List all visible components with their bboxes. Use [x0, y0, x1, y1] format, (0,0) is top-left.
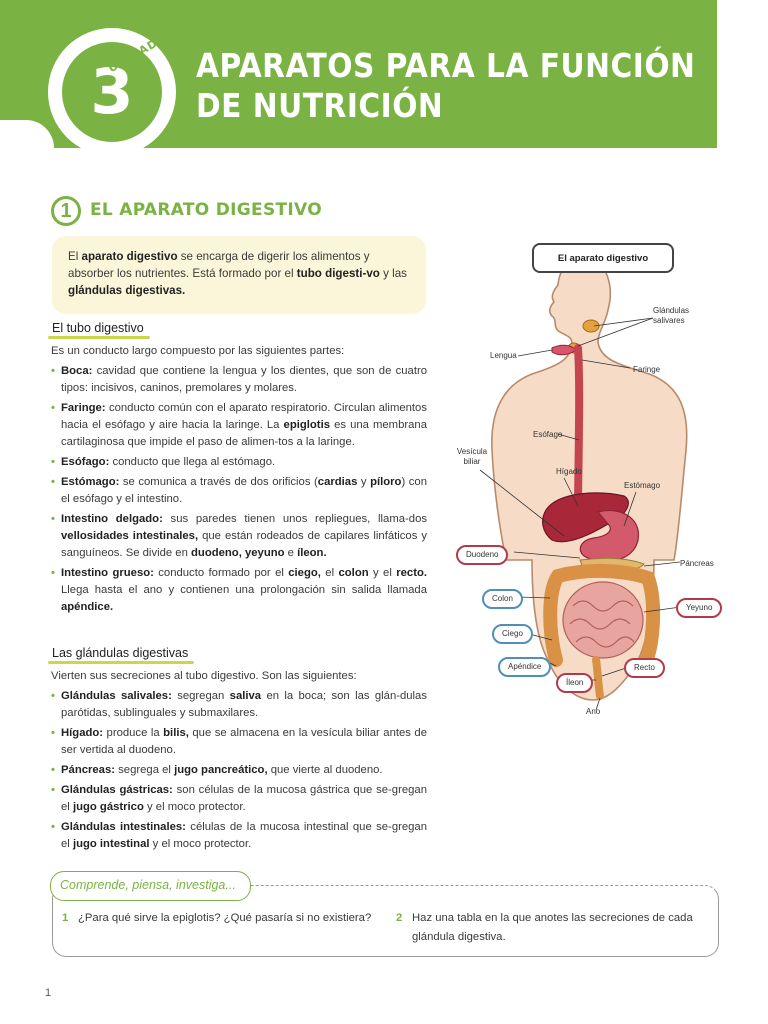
page-title: APARATOS PARA LA FUNCIÓN DE NUTRICIÓN — [196, 46, 696, 125]
list-item: • Hígado: produce la bilis, que se almacena en la vesícula biliar antes de ser vertida al duodeno. — [51, 725, 427, 759]
list-item: • Glándulas salivales: segregan saliva en la boca; son las glán-dulas parótidas, sublinguales y submaxilares. — [51, 688, 427, 722]
esophagus-shape — [578, 348, 579, 500]
subheading-tubo: El tubo digestivo — [52, 321, 144, 335]
list-item: • Glándulas intestinales: células de la mucosa intestinal que se-gregan el jugo intestinal y el moco protector. — [51, 819, 427, 853]
activity-question-2: 2 Haz una tabla en la que anotes las secreciones de cada glándula digestiva. — [396, 912, 693, 943]
subheading-glandulas: Las glándulas digestivas — [52, 646, 189, 660]
unit-header — [0, 0, 717, 148]
glandulas-lead: Vierten sus secreciones al tubo digestivo. Son las siguientes: — [51, 670, 357, 682]
page-number: 1 — [45, 987, 52, 999]
figure-title: El aparato digestivo — [532, 243, 674, 273]
section-number: 1 — [51, 196, 81, 226]
list-item: • Intestino delgado: sus paredes tienen unos repliegues, llama-dos vellosidades intestinales, que están rodeados de capilares linfáticos y sanguíneos. Se divide en duodeno, yeyuno e íleon. — [51, 511, 427, 562]
list-item: • Boca: cavidad que contiene la lengua y los dientes, que son de cuatro tipos: incisivos, caninos, premolares y molares. — [51, 363, 427, 397]
label-vesicula: Vesícula biliar — [456, 447, 488, 466]
list-item: • Glándulas gástricas: son células de la mucosa gástrica que se-gregan el jugo gástrico y el moco protector. — [51, 782, 427, 816]
label-estomago: Estómago — [624, 481, 661, 490]
unit-badge — [48, 28, 176, 156]
label-colon: Colon — [482, 589, 523, 609]
activity-question-1: 1 ¿Para qué sirve la epiglotis? ¿Qué pasaría si no existiera? — [62, 912, 372, 924]
label-ileon: Íleon — [556, 673, 593, 693]
label-duodeno: Duodeno — [456, 545, 508, 565]
label-recto: Recto — [624, 658, 665, 678]
label-yeyuno: Yeyuno — [676, 598, 722, 618]
tubo-list — [51, 363, 427, 619]
label-ano: Ano — [586, 707, 601, 716]
label-esofago: Esófago — [533, 430, 563, 439]
unit-number: 3 — [90, 55, 134, 128]
label-apendice: Apéndice — [498, 657, 551, 677]
intro-box: El aparato digestivo se encarga de digerir los alimentos y absorber los nutrientes. Está formado por el tubo digesti-vo y las glándulas digestivas. — [52, 236, 426, 314]
label-glandulas-salivares: Glándulas salivares — [653, 306, 690, 325]
list-item: • Esófago: conducto que llega al estómago. — [51, 454, 427, 471]
label-lengua: Lengua — [490, 351, 517, 360]
list-item: • Intestino grueso: conducto formado por el ciego, el colon y el recto. Llega hasta el ano y contienen una prolongación sin salida llamada apéndice. — [51, 565, 427, 616]
list-item: • Páncreas: segrega el jugo pancreático, que vierte al duodeno. — [51, 762, 427, 779]
label-faringe: Faringe — [633, 365, 661, 374]
label-ciego: Ciego — [492, 624, 533, 644]
tubo-lead: Es un conducto largo compuesto por las siguientes partes: — [51, 345, 345, 357]
activities-title: Comprende, piensa, investiga... — [50, 871, 251, 901]
rectum-shape — [596, 660, 600, 696]
glandulas-list — [51, 688, 427, 856]
label-higado: Hígado — [556, 467, 582, 476]
section-title: EL APARATO DIGESTIVO — [90, 200, 322, 220]
list-item: • Faringe: conducto común con el aparato respiratorio. Circulan alimentos hacia el esófago y aire hacia la laringe. La epiglotis es una membrana cartilaginosa que impide el paso de alimen-tos a la laringe. — [51, 400, 427, 451]
label-pancreas: Páncreas — [680, 559, 714, 568]
unit-label: UNIDAD — [106, 36, 161, 76]
list-item: • Estómago: se comunica a través de dos orificios (cardias y píloro) con el esófago y el intestino. — [51, 474, 427, 508]
